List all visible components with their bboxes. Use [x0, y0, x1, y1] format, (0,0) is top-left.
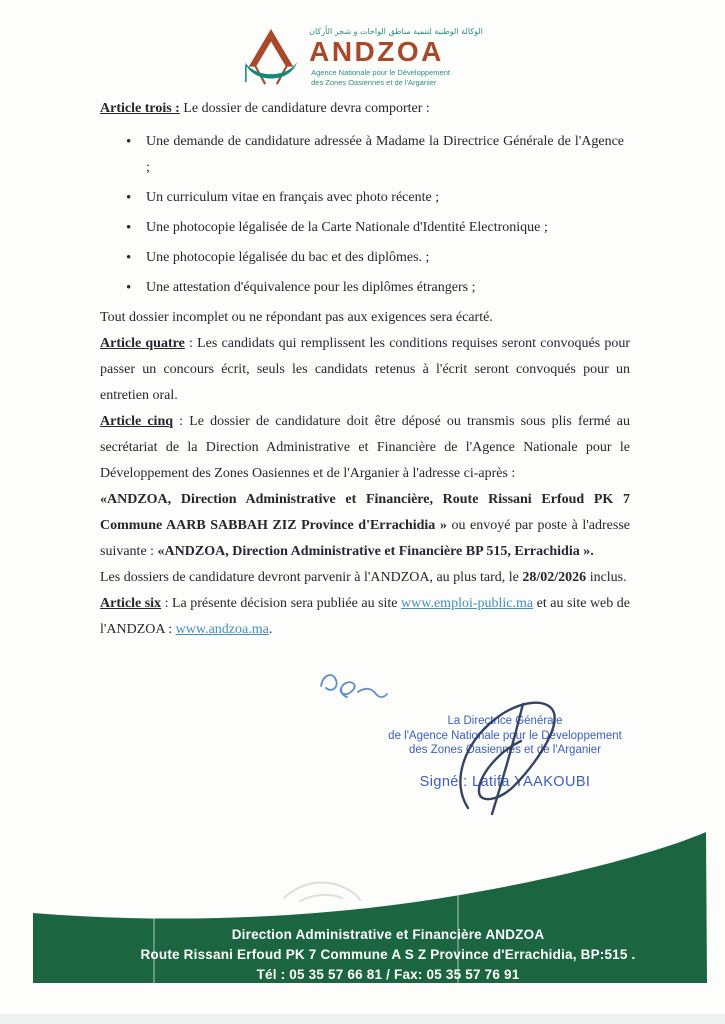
- deadline-date: 28/02/2026: [522, 570, 587, 585]
- article-five-paragraph: [100, 409, 630, 487]
- signatory-title-line: des Zones Oasiennes et de l'Arganier: [408, 744, 602, 756]
- article-six-paragraph: [100, 591, 630, 643]
- footer-phone-fax-line: Tél : 05 35 57 66 81 / Fax: 05 35 57 76 91: [256, 967, 520, 982]
- list-item: [146, 215, 624, 241]
- application-requirements-list: [100, 129, 630, 301]
- signatory-title-line: La Directrice Générale: [447, 715, 563, 727]
- signatory-title-line: de l'Agence Nationale pour le Développement: [388, 729, 622, 742]
- article-six-heading: Article six: [100, 596, 162, 611]
- list-item-text: Une photocopie légalisée de la Carte Nationale d'Identité Electronique ;: [146, 220, 548, 235]
- list-item-text: Un curriculum vitae en français avec photo récente ;: [146, 190, 440, 205]
- postal-address-2: «ANDZOA, Direction Administrative et Financière BP 515, Errachidia ».: [157, 544, 594, 559]
- signed-by-label: Signé : Latifa YAAKOUBI: [419, 773, 591, 790]
- andzoa-logo-mark-icon: [242, 26, 300, 88]
- incomplete-file-note: Tout dossier incomplet ou ne répondant pas aux exigences sera écarté.: [100, 310, 493, 325]
- logo-tagline-line1: Agence Nationale pour le Développement: [311, 68, 450, 77]
- deadline-paragraph: [100, 565, 630, 591]
- footer-department-line: Direction Administrative et Financière ANDZOA: [231, 927, 545, 942]
- deadline-text-before: Les dossiers de candidature devront parvenir à l'ANDZOA, au plus tard, le: [100, 570, 523, 585]
- andzoa-logo: [0, 26, 725, 88]
- article-five-heading: Article cinq: [100, 414, 174, 429]
- article-four-heading: Article quatre: [100, 336, 185, 351]
- article-three-intro: Le dossier de candidature devra comporter :: [179, 101, 430, 116]
- scan-edge-strip: [0, 1014, 725, 1024]
- list-item: [146, 185, 624, 211]
- andzoa-website-link[interactable]: www.andzoa.ma: [175, 622, 269, 637]
- address-connector: ou envoyé par poste à l'adresse suivante :: [100, 518, 630, 559]
- footer-address-line: Route Rissani Erfoud PK 7 Commune A S Z Province d'Errachidia, BP:515 .: [140, 947, 636, 962]
- emploi-public-link[interactable]: www.emploi-public.ma: [401, 596, 534, 611]
- list-item-text: Une attestation d'équivalence pour les diplômes étrangers ;: [146, 280, 476, 295]
- list-item: [146, 245, 624, 271]
- article-four-paragraph: [100, 331, 630, 409]
- article-four-body: : Les candidats qui remplissent les conditions requises seront convoqués pour passer un concours écrit, seuls les candidats retenus à l'écrit seront convoqués pour un entretien oral.: [100, 336, 630, 403]
- signature-block: [353, 714, 657, 789]
- article-six-body-3: .: [268, 622, 273, 637]
- submission-address-paragraph: [100, 487, 630, 565]
- article-five-body: : Le dossier de candidature doit être déposé ou transmis sous plis fermé au secrétariat de la Direction Administrative et Financière de l'Agence Nationale pour le Développement des Zones Oasiennes et de l'Arganier à l'adresse ci-après :: [100, 414, 631, 481]
- list-item-text: Une photocopie légalisée du bac et des diplômes. ;: [146, 250, 430, 265]
- article-six-body-2: et au site web de l'ANDZOA :: [100, 596, 630, 637]
- postal-address-1: «ANDZOA, Direction Administrative et Financière, Route Rissani Erfoud PK 7 Commune AARB SABBAH ZIZ Province d'Errachidia »: [100, 492, 630, 533]
- article-six-body-1: : La présente décision sera publiée au site: [161, 596, 402, 611]
- logo-tagline-line2: des Zones Oasiennes et de l'Arganier: [311, 77, 437, 87]
- list-item-text: Une demande de candidature adressée à Madame la Directrice Générale de l'Agence ;: [146, 134, 624, 175]
- logo-wordmark: ANDZOA: [309, 36, 444, 67]
- list-item: [146, 129, 624, 181]
- article-three-paragraph: [100, 96, 630, 122]
- logo-arabic-name: الوكالة الوطنية لتنمية مناطق الواحات و شجر الأركان: [309, 27, 483, 36]
- document-body: [100, 96, 630, 643]
- article-three-heading: Article trois :: [100, 101, 180, 116]
- list-item: [146, 275, 624, 301]
- deadline-text-after: inclus.: [586, 570, 627, 585]
- handwritten-initials-icon: [321, 675, 387, 697]
- logo-tagline: [309, 68, 450, 87]
- footer-contact-info: [53, 925, 723, 985]
